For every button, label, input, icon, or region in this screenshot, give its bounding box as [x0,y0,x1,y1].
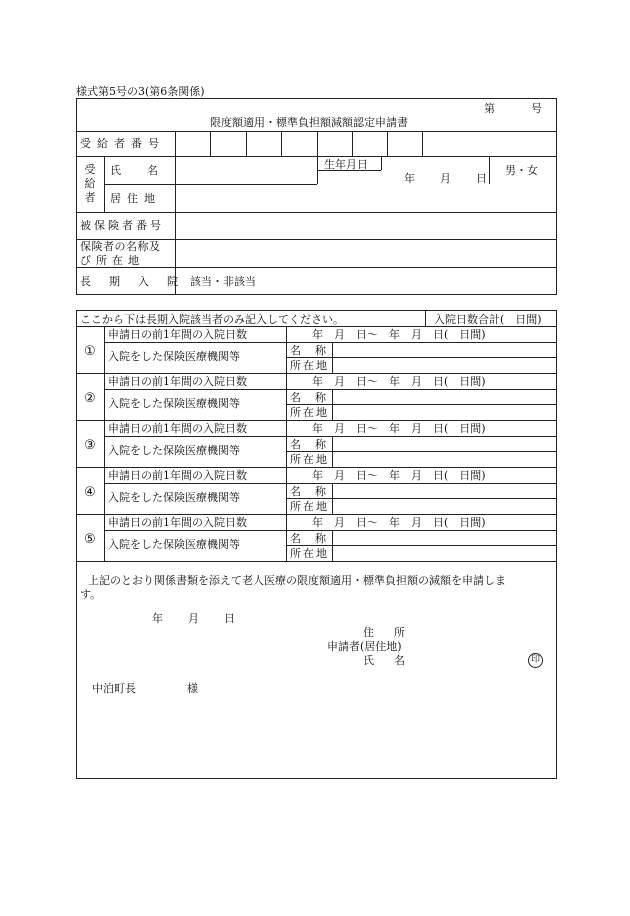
row-days-label: 申請日の前1年間の入院日数 [108,375,247,388]
row-name-label: 名称 [290,344,340,357]
birth-month-unit: 月 [440,172,451,185]
row-name-label: 名称 [290,485,340,498]
row-days-label: 申請日の前1年間の入院日数 [108,422,247,435]
row-address-label: 所在地 [290,547,329,560]
row-name-label: 名称 [290,532,340,545]
date-month-unit: 月 [188,612,199,625]
row-address-label: 所在地 [290,406,329,419]
row-institution-label: 入院をした保険医療機関等 [108,538,240,551]
row-days-label: 申請日の前1年間の入院日数 [108,516,247,529]
doc-number-go: 号 [531,102,542,115]
birth-date-label: 生年月日 [324,158,368,171]
row-date-range: 年 月 日〜 年 月 日( 日間) [312,375,486,388]
insurer-label-line2: び所在地 [80,254,144,267]
insurer-label-line1: 保険者の名称及 [80,240,161,253]
address-label: 居住地 [110,192,161,205]
row-institution-label: 入院をした保険医療機関等 [108,350,240,363]
birth-year-unit: 年 [404,172,415,185]
row-date-range: 年 月 日〜 年 月 日( 日間) [312,328,486,341]
row-date-range: 年 月 日〜 年 月 日( 日間) [312,469,486,482]
row-number: ② [84,391,96,406]
sex-options: 男・女 [505,164,538,177]
row-institution-label: 入院をした保険医療機関等 [108,491,240,504]
row-institution-label: 入院をした保険医療機関等 [108,444,240,457]
row-number: ③ [84,438,96,453]
row-institution-label: 入院をした保険医療機関等 [108,397,240,410]
addressee: 中泊町長 [92,682,136,695]
row-date-range: 年 月 日〜 年 月 日( 日間) [312,516,486,529]
row-name-label: 名称 [290,438,340,451]
recipient-number-label: 受給者番号 [80,137,165,150]
row-days-label: 申請日の前1年間の入院日数 [108,469,247,482]
addressee-sama: 様 [187,682,198,695]
date-day-unit: 日 [224,612,235,625]
recipient-group-label: 受給者 [84,163,96,204]
applicant-address-label: 住所 [363,626,425,639]
statement-line1: 上記のとおり関係書類を添えて老人医療の限度額適用・標準負担額の減額を申請しま [88,574,506,587]
long-term-label: 長期入院 [80,275,196,288]
insured-number-label: 被保険者番号 [80,219,164,232]
date-year-unit: 年 [152,612,163,625]
form-number: 様式第5号の3(第6条関係) [76,85,205,98]
row-number: ⑤ [84,532,96,547]
form-title: 限度額適用・標準負担額減額認定申請書 [210,116,408,129]
row-number: ④ [84,485,96,500]
row-name-label: 名称 [290,391,340,404]
name-label: 氏名 [110,164,184,177]
row-address-label: 所在地 [290,359,329,372]
seal-mark: 印 [528,653,543,668]
row-days-label: 申請日の前1年間の入院日数 [108,328,247,341]
long-term-value: 該当・非該当 [190,275,256,288]
statement-line2: す。 [80,588,102,601]
long-term-note: ここから下は長期入院該当者のみ記入してください。 [80,313,344,326]
doc-number-dai: 第 [484,102,495,115]
applicant-label: 申請者(居住地) [327,640,402,653]
birth-day-unit: 日 [476,172,487,185]
row-address-label: 所在地 [290,453,329,466]
applicant-name-label: 氏名 [363,654,425,667]
row-address-label: 所在地 [290,500,329,513]
total-days: 入院日数合計( 日間) [434,313,542,326]
row-number: ① [84,344,96,359]
row-date-range: 年 月 日〜 年 月 日( 日間) [312,422,486,435]
